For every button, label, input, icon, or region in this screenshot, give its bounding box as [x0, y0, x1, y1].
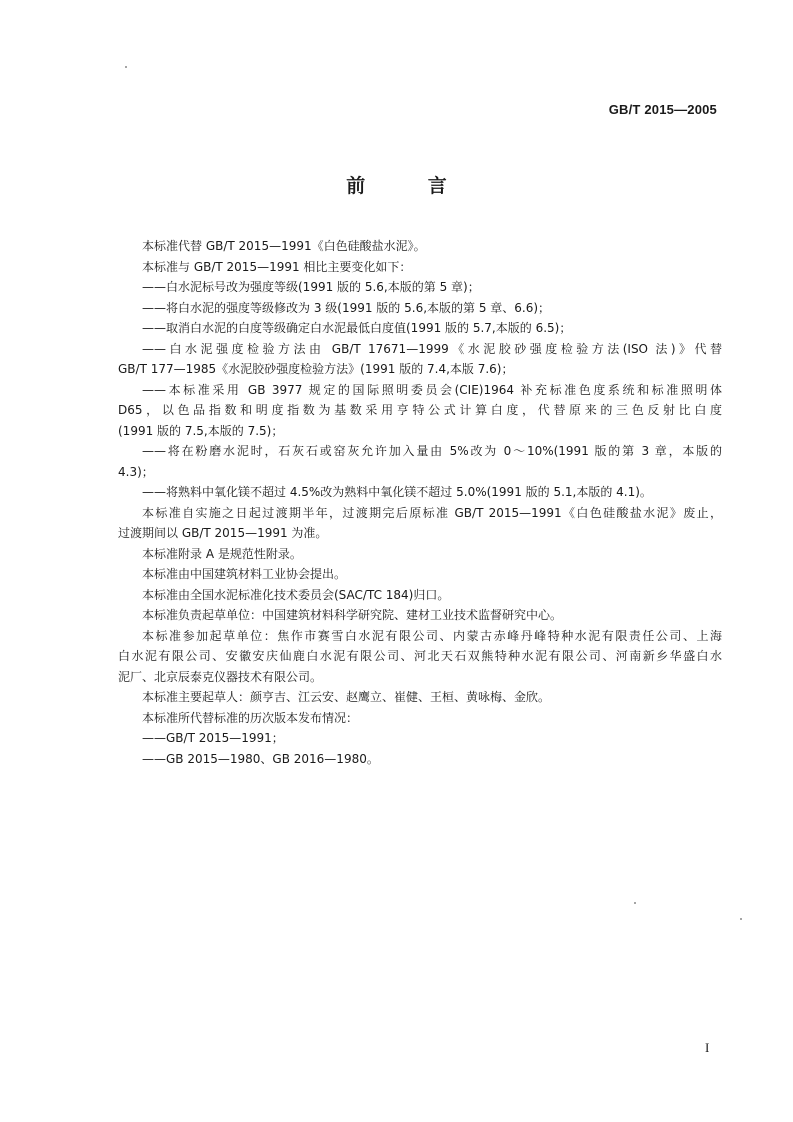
- change-item: ——将熟料中氧化镁不超过 4.5%改为熟料中氧化镁不超过 5.0%(1991 版的 5.1,本版的 4.1)。: [142, 485, 652, 499]
- paragraph-participants-continued: 白水泥有限公司、安徽安庆仙鹿白水泥有限公司、河北天石双熊特种水泥有限公司、河南新乡华盛白水: [118, 649, 722, 663]
- paragraph-proposer: 本标准由中国建筑材料工业协会提出。: [142, 567, 347, 581]
- history-item: ——GB/T 2015—1991；: [142, 731, 284, 745]
- paragraph-changes-intro: 本标准与 GB/T 2015—1991 相比主要变化如下：: [142, 259, 412, 274]
- paragraph-history-intro: 本标准所代替标准的历次版本发布情况：: [142, 710, 359, 725]
- paragraph-participants: 本标准参加起草单位：焦作市赛雪白水泥有限公司、内蒙古赤峰丹峰特种水泥有限责任公司、上海: [142, 628, 722, 643]
- page-number: I: [705, 1040, 710, 1055]
- scan-speck: [740, 918, 742, 920]
- change-item: ——取消白水泥的白度等级确定白水泥最低白度值(1991 版的 5.7,本版的 6.5)；: [142, 321, 572, 335]
- paragraph-transition: 本标准自实施之日起过渡期半年，过渡期完后原标准 GB/T 2015—1991《白色硅酸盐水泥》废止，: [142, 505, 722, 520]
- change-item-continued: (1991 版的 7.5,本版的 7.5)；: [118, 423, 284, 438]
- paragraph-participants-continued: 泥厂、北京辰泰克仪器技术有限公司。: [118, 669, 323, 684]
- standard-code: GB/T 2015—2005: [608, 102, 717, 117]
- change-item-continued: 4.3)；: [118, 464, 154, 479]
- paragraph-lead-drafter: 本标准负责起草单位：中国建筑材料科学研究院、建材工业技术监督研究中心。: [142, 608, 563, 622]
- change-item: ——白水泥强度检验方法由 GB/T 17671—1999《水泥胶砂强度检验方法(ISO 法)》代替: [142, 341, 722, 356]
- change-item: ——白水泥标号改为强度等级(1991 版的 5.6,本版的第 5 章)；: [142, 280, 480, 294]
- change-item: ——将白水泥的强度等级修改为 3 级(1991 版的 5.6,本版的第 5 章、6.6)；: [142, 300, 551, 315]
- foreword-body: [118, 236, 722, 769]
- change-item: ——本标准采用 GB 3977 规定的国际照明委员会(CIE)1964 补充标准色度系统和标准照明体: [142, 382, 722, 397]
- history-item: ——GB 2015—1980、GB 2016—1980。: [142, 751, 379, 766]
- page-title: 前 言: [346, 175, 475, 197]
- change-item-continued: D65，以色品指数和明度指数为基数采用亨特公式计算白度，代替原来的三色反射比白度: [118, 403, 722, 417]
- scan-speck: [634, 902, 636, 904]
- paragraph-transition-continued: 过渡期间以 GB/T 2015—1991 为准。: [118, 526, 328, 540]
- paragraph-replaces: 本标准代替 GB/T 2015—1991《白色硅酸盐水泥》。: [142, 239, 426, 253]
- paragraph-committee: 本标准由全国水泥标准化技术委员会(SAC/TC 184)归口。: [142, 587, 450, 602]
- paragraph-annex: 本标准附录 A 是规范性附录。: [142, 546, 302, 561]
- scan-speck: [125, 66, 127, 68]
- change-item-continued: GB/T 177—1985《水泥胶砂强度检验方法》(1991 版的 7.4,本版 7.6)；: [118, 362, 514, 376]
- change-item: ——将在粉磨水泥时，石灰石或窑灰允许加入量由 5%改为 0～10%(1991 版的第 3 章，本版的: [142, 444, 722, 458]
- paragraph-drafters: 本标准主要起草人：颜亨吉、江云安、赵鹰立、崔健、王桓、黄咏梅、金欣。: [142, 690, 551, 704]
